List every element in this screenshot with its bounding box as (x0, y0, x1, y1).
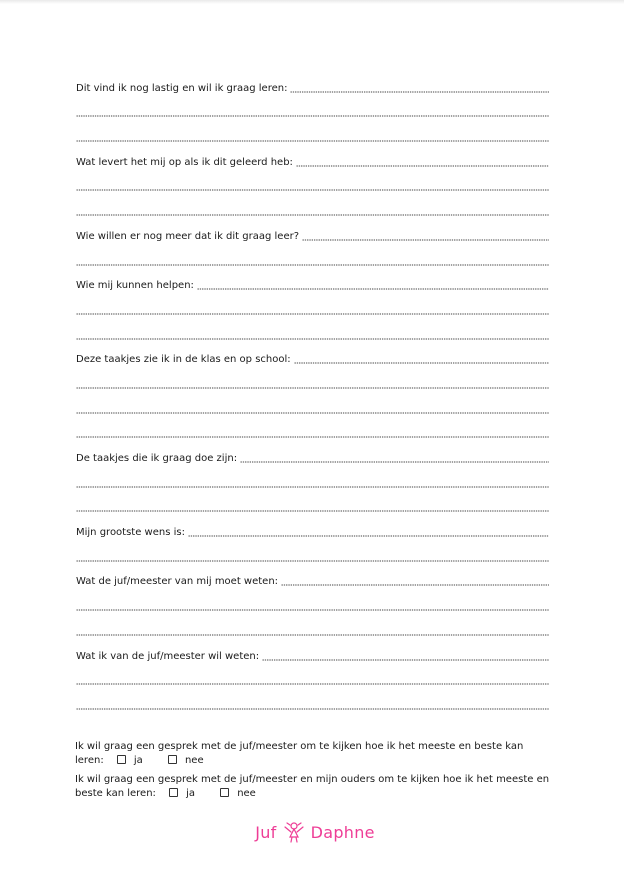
option-no-label: nee (184, 754, 204, 766)
answer-line[interactable] (262, 653, 549, 661)
answer-line[interactable] (281, 578, 549, 586)
answer-line[interactable] (294, 356, 549, 364)
girl-figure-icon (279, 821, 309, 843)
checkbox-no[interactable] (220, 788, 229, 797)
question-text: Ik wil graag een gesprek met de juf/meester en mijn ouders om te kijken hoe ik het meeste en beste kan leren: (75, 774, 550, 799)
logo-right-text: Daphne (310, 822, 375, 842)
answer-line[interactable] (76, 208, 549, 216)
answer-line[interactable] (76, 332, 549, 340)
answer-row[interactable] (76, 95, 549, 120)
question-row[interactable] (76, 342, 549, 367)
answer-row[interactable] (76, 119, 549, 144)
question-teacher-talk (75, 740, 553, 767)
checkbox-yes[interactable] (169, 788, 178, 797)
answer-row[interactable] (76, 416, 549, 441)
answer-row[interactable] (76, 366, 549, 391)
answer-line[interactable] (76, 504, 549, 512)
answer-line[interactable] (302, 233, 549, 241)
question-label: Dit vind ik nog lastig en wil ik graag leren: (76, 82, 288, 94)
juf-daphne-logo (248, 818, 382, 846)
question-label: Wat de juf/meester van mij moet weten: (76, 576, 279, 588)
answer-row[interactable] (76, 465, 549, 490)
option-yes[interactable] (117, 754, 143, 768)
question-row[interactable] (76, 268, 549, 293)
answer-line[interactable] (76, 430, 549, 438)
question-row[interactable] (76, 440, 549, 465)
question-row[interactable] (76, 638, 549, 663)
answer-line[interactable] (76, 677, 549, 685)
answer-row[interactable] (76, 169, 549, 194)
answer-line[interactable] (76, 307, 549, 315)
option-yes-label: ja (133, 754, 143, 766)
answer-line[interactable] (76, 628, 549, 636)
answer-line[interactable] (76, 554, 549, 562)
answer-line[interactable] (76, 603, 549, 611)
question-row[interactable] (76, 514, 549, 539)
answer-row[interactable] (76, 317, 549, 342)
question-label: De taakjes die ik graag doe zijn: (76, 453, 238, 464)
answer-row[interactable] (76, 613, 549, 638)
question-label: Deze taakjes zie ik in de klas en op school: (76, 354, 291, 366)
question-parents-talk (75, 773, 553, 800)
answer-row[interactable] (76, 490, 549, 515)
question-label: Wie willen er nog meer dat ik dit graag leer? (76, 230, 300, 242)
answer-line[interactable] (76, 258, 549, 266)
checkbox-no[interactable] (168, 755, 177, 764)
question-label: Wat ik van de juf/meester wil weten: (76, 650, 260, 662)
answer-line[interactable] (197, 282, 549, 290)
option-yes-label: ja (186, 787, 195, 799)
checkbox-yes[interactable] (117, 755, 126, 764)
page-top-shadow (0, 0, 624, 4)
answer-line[interactable] (290, 85, 549, 93)
answer-line[interactable] (76, 381, 549, 389)
option-no[interactable] (168, 754, 204, 768)
option-no[interactable] (220, 787, 256, 801)
answer-row[interactable] (76, 539, 549, 564)
reflection-form (76, 70, 549, 712)
answer-line[interactable] (240, 455, 549, 463)
question-label: Wie mij kunnen helpen: (76, 280, 194, 292)
answer-line[interactable] (76, 702, 549, 710)
answer-row[interactable] (76, 588, 549, 613)
answer-row[interactable] (76, 292, 549, 317)
answer-line[interactable] (76, 480, 549, 488)
answer-row[interactable] (76, 687, 549, 712)
answer-row[interactable] (76, 243, 549, 268)
question-label: Mijn grootste wens is: (76, 527, 185, 539)
question-row[interactable] (76, 144, 549, 169)
question-row[interactable] (76, 218, 549, 243)
answer-line[interactable] (76, 183, 549, 191)
answer-line[interactable] (76, 406, 549, 414)
answer-line[interactable] (188, 529, 549, 537)
logo-left-text: Juf (255, 822, 277, 842)
question-text: Ik wil graag een gesprek met de juf/meester om te kijken hoe ik het meeste en beste kan leren: (75, 741, 524, 766)
answer-line[interactable] (76, 109, 549, 117)
question-label: Wat levert het mij op als ik dit geleerd heb: (76, 156, 293, 168)
answer-row[interactable] (76, 391, 549, 416)
conversation-questions (75, 740, 553, 806)
answer-row[interactable] (76, 663, 549, 688)
option-yes[interactable] (169, 787, 195, 801)
question-row[interactable] (76, 70, 549, 95)
answer-line[interactable] (296, 159, 549, 167)
answer-row[interactable] (76, 193, 549, 218)
answer-line[interactable] (76, 134, 549, 142)
option-no-label: nee (237, 787, 256, 799)
question-row[interactable] (76, 564, 549, 589)
